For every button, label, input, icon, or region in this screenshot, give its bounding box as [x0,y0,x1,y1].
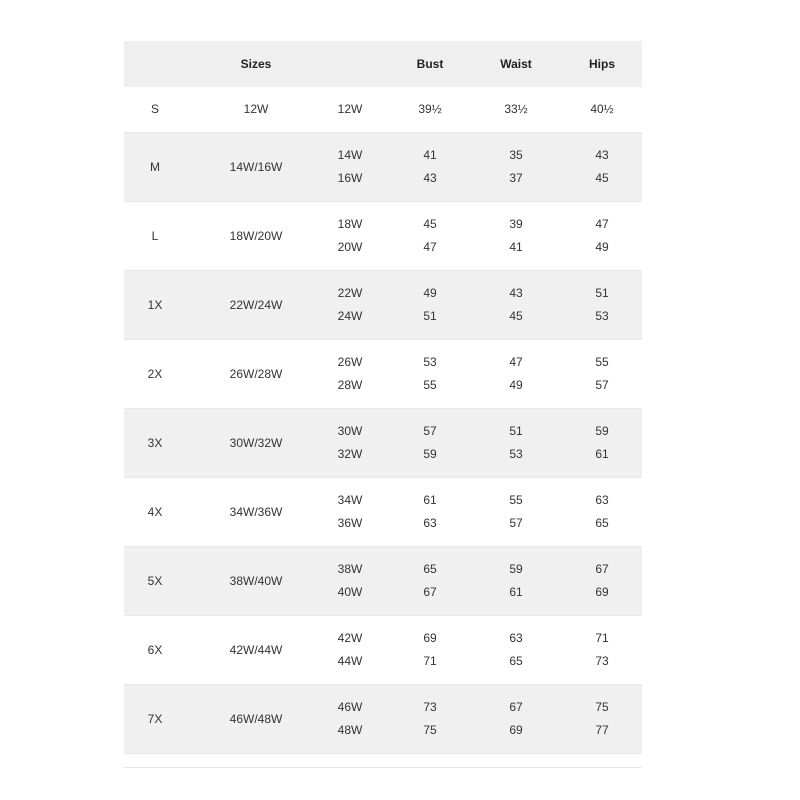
hips-cell-value: 73 [595,654,609,668]
numeric-size-cell-value: 46W [337,700,363,714]
waist-cell-value: 51 [509,424,523,438]
waist-cell [475,133,557,201]
bust-cell-value: 61 [423,493,437,507]
size-range-cell: 42W/44W [229,642,283,657]
waist-cell [475,340,557,408]
table-row [124,547,642,616]
table-row [124,616,642,685]
waist-cell [475,685,557,753]
waist-cell-value: 59 [509,562,523,576]
size-cell: L [151,228,159,243]
bust-cell-value: 67 [423,585,437,599]
waist-cell [475,202,557,270]
hips-cell-value: 63 [595,493,609,507]
numeric-size-cell [309,409,391,477]
bust-cell-value: 39½ [418,102,442,116]
bust-cell-value: 73 [423,700,437,714]
bust-cell [389,340,471,408]
bust-cell [389,271,471,339]
waist-cell-value: 69 [509,723,523,737]
bust-cell-value: 65 [423,562,437,576]
hips-cell-value: 57 [595,378,609,392]
bust-cell-value: 59 [423,447,437,461]
bust-cell-value: 43 [423,171,437,185]
numeric-size-cell-value: 32W [337,447,363,461]
numeric-size-cell-value: 38W [337,562,363,576]
numeric-size-cell-value: 26W [337,355,363,369]
size-range-cell: 12W [243,102,269,116]
numeric-size-cell [309,87,391,132]
table-row [124,685,642,754]
size-cell: M [150,159,160,174]
hips-cell-value: 53 [595,309,609,323]
bust-cell-value: 55 [423,378,437,392]
numeric-size-cell-value: 34W [337,493,363,507]
bust-cell-value: 47 [423,240,437,254]
header-sizes: Sizes [240,56,272,71]
size-range-cell: 34W/36W [229,504,283,519]
header-waist: Waist [500,56,532,71]
header-bust: Bust [416,56,444,71]
numeric-size-cell [309,202,391,270]
numeric-size-cell-value: 20W [337,240,363,254]
hips-cell [561,685,643,753]
bust-cell [389,202,471,270]
table-row [124,202,642,271]
waist-cell-value: 53 [509,447,523,461]
size-cell: S [150,102,159,116]
waist-cell-value: 61 [509,585,523,599]
bust-cell-value: 75 [423,723,437,737]
hips-cell [561,616,643,684]
numeric-size-cell-value: 24W [337,309,363,323]
waist-cell-value: 49 [509,378,523,392]
size-range-cell: 14W/16W [229,159,283,174]
numeric-size-cell-value: 48W [337,723,363,737]
numeric-size-cell [309,133,391,201]
bust-cell [389,685,471,753]
table-bottom-divider [124,767,642,768]
hips-cell-value: 71 [595,631,609,645]
numeric-size-cell [309,478,391,546]
size-range-cell: 46W/48W [229,711,283,726]
numeric-size-cell-value: 22W [337,286,363,300]
numeric-size-cell-value: 42W [337,631,363,645]
size-cell: 6X [147,642,163,657]
header-numeric [309,41,391,87]
size-range-cell: 26W/28W [229,366,283,381]
bust-cell [389,87,471,132]
hips-cell-value: 43 [595,148,609,162]
numeric-size-cell-value: 30W [337,424,363,438]
numeric-size-cell-value: 18W [337,217,363,231]
waist-cell [475,547,557,615]
size-range-cell: 30W/32W [229,435,283,450]
hips-cell-value: 40½ [590,102,614,116]
hips-cell-value: 65 [595,516,609,530]
table-body [124,87,642,754]
numeric-size-cell-value: 16W [337,171,363,185]
waist-cell-value: 43 [509,286,523,300]
bust-cell-value: 51 [423,309,437,323]
numeric-size-cell [309,616,391,684]
bust-cell-value: 53 [423,355,437,369]
numeric-size-cell [309,547,391,615]
waist-cell [475,478,557,546]
waist-cell-value: 47 [509,355,523,369]
bust-cell-value: 49 [423,286,437,300]
hips-cell-value: 59 [595,424,609,438]
hips-cell [561,87,643,132]
hips-cell [561,271,643,339]
bust-cell-value: 41 [423,148,437,162]
numeric-size-cell-value: 40W [337,585,363,599]
hips-cell-value: 49 [595,240,609,254]
numeric-size-cell-value: 12W [337,102,363,116]
bust-cell-value: 69 [423,631,437,645]
hips-cell-value: 67 [595,562,609,576]
bust-cell [389,547,471,615]
waist-cell [475,271,557,339]
waist-cell-value: 65 [509,654,523,668]
waist-cell-value: 57 [509,516,523,530]
waist-cell [475,616,557,684]
waist-cell-value: 41 [509,240,523,254]
numeric-size-cell [309,340,391,408]
table-row [124,271,642,340]
numeric-size-cell [309,271,391,339]
table-row [124,133,642,202]
size-range-cell: 38W/40W [229,573,283,588]
hips-cell-value: 45 [595,171,609,185]
bust-cell-value: 71 [423,654,437,668]
table-header-row [124,41,642,87]
hips-cell [561,409,643,477]
size-cell: 4X [147,504,163,519]
size-cell: 1X [147,297,163,312]
size-cell: 2X [147,366,163,381]
numeric-size-cell-value: 44W [337,654,363,668]
header-size [124,41,186,87]
waist-cell-value: 55 [509,493,523,507]
waist-cell-value: 33½ [504,102,528,116]
waist-cell-value: 45 [509,309,523,323]
size-chart-table [124,41,642,754]
bust-cell-value: 45 [423,217,437,231]
size-range-cell: 18W/20W [229,228,283,243]
size-cell: 7X [147,711,163,726]
size-cell: 3X [147,435,163,450]
hips-cell-value: 77 [595,723,609,737]
header-hips: Hips [588,56,615,71]
hips-cell [561,547,643,615]
hips-cell-value: 47 [595,217,609,231]
hips-cell-value: 69 [595,585,609,599]
size-range-cell: 22W/24W [229,297,283,312]
bust-cell [389,478,471,546]
waist-cell-value: 67 [509,700,523,714]
waist-cell [475,87,557,132]
bust-cell-value: 57 [423,424,437,438]
hips-cell-value: 75 [595,700,609,714]
hips-cell-value: 51 [595,286,609,300]
numeric-size-cell-value: 28W [337,378,363,392]
size-cell: 5X [147,573,163,588]
waist-cell [475,409,557,477]
hips-cell-value: 61 [595,447,609,461]
waist-cell-value: 35 [509,148,523,162]
table-row [124,478,642,547]
table-row [124,87,642,133]
waist-cell-value: 63 [509,631,523,645]
bust-cell [389,133,471,201]
bust-cell-value: 63 [423,516,437,530]
hips-cell [561,133,643,201]
bust-cell [389,409,471,477]
numeric-size-cell-value: 36W [337,516,363,530]
bust-cell [389,616,471,684]
hips-cell [561,340,643,408]
hips-cell-value: 55 [595,355,609,369]
waist-cell-value: 37 [509,171,523,185]
table-row [124,340,642,409]
numeric-size-cell-value: 14W [337,148,363,162]
hips-cell [561,478,643,546]
numeric-size-cell [309,685,391,753]
waist-cell-value: 39 [509,217,523,231]
hips-cell [561,202,643,270]
table-row [124,409,642,478]
